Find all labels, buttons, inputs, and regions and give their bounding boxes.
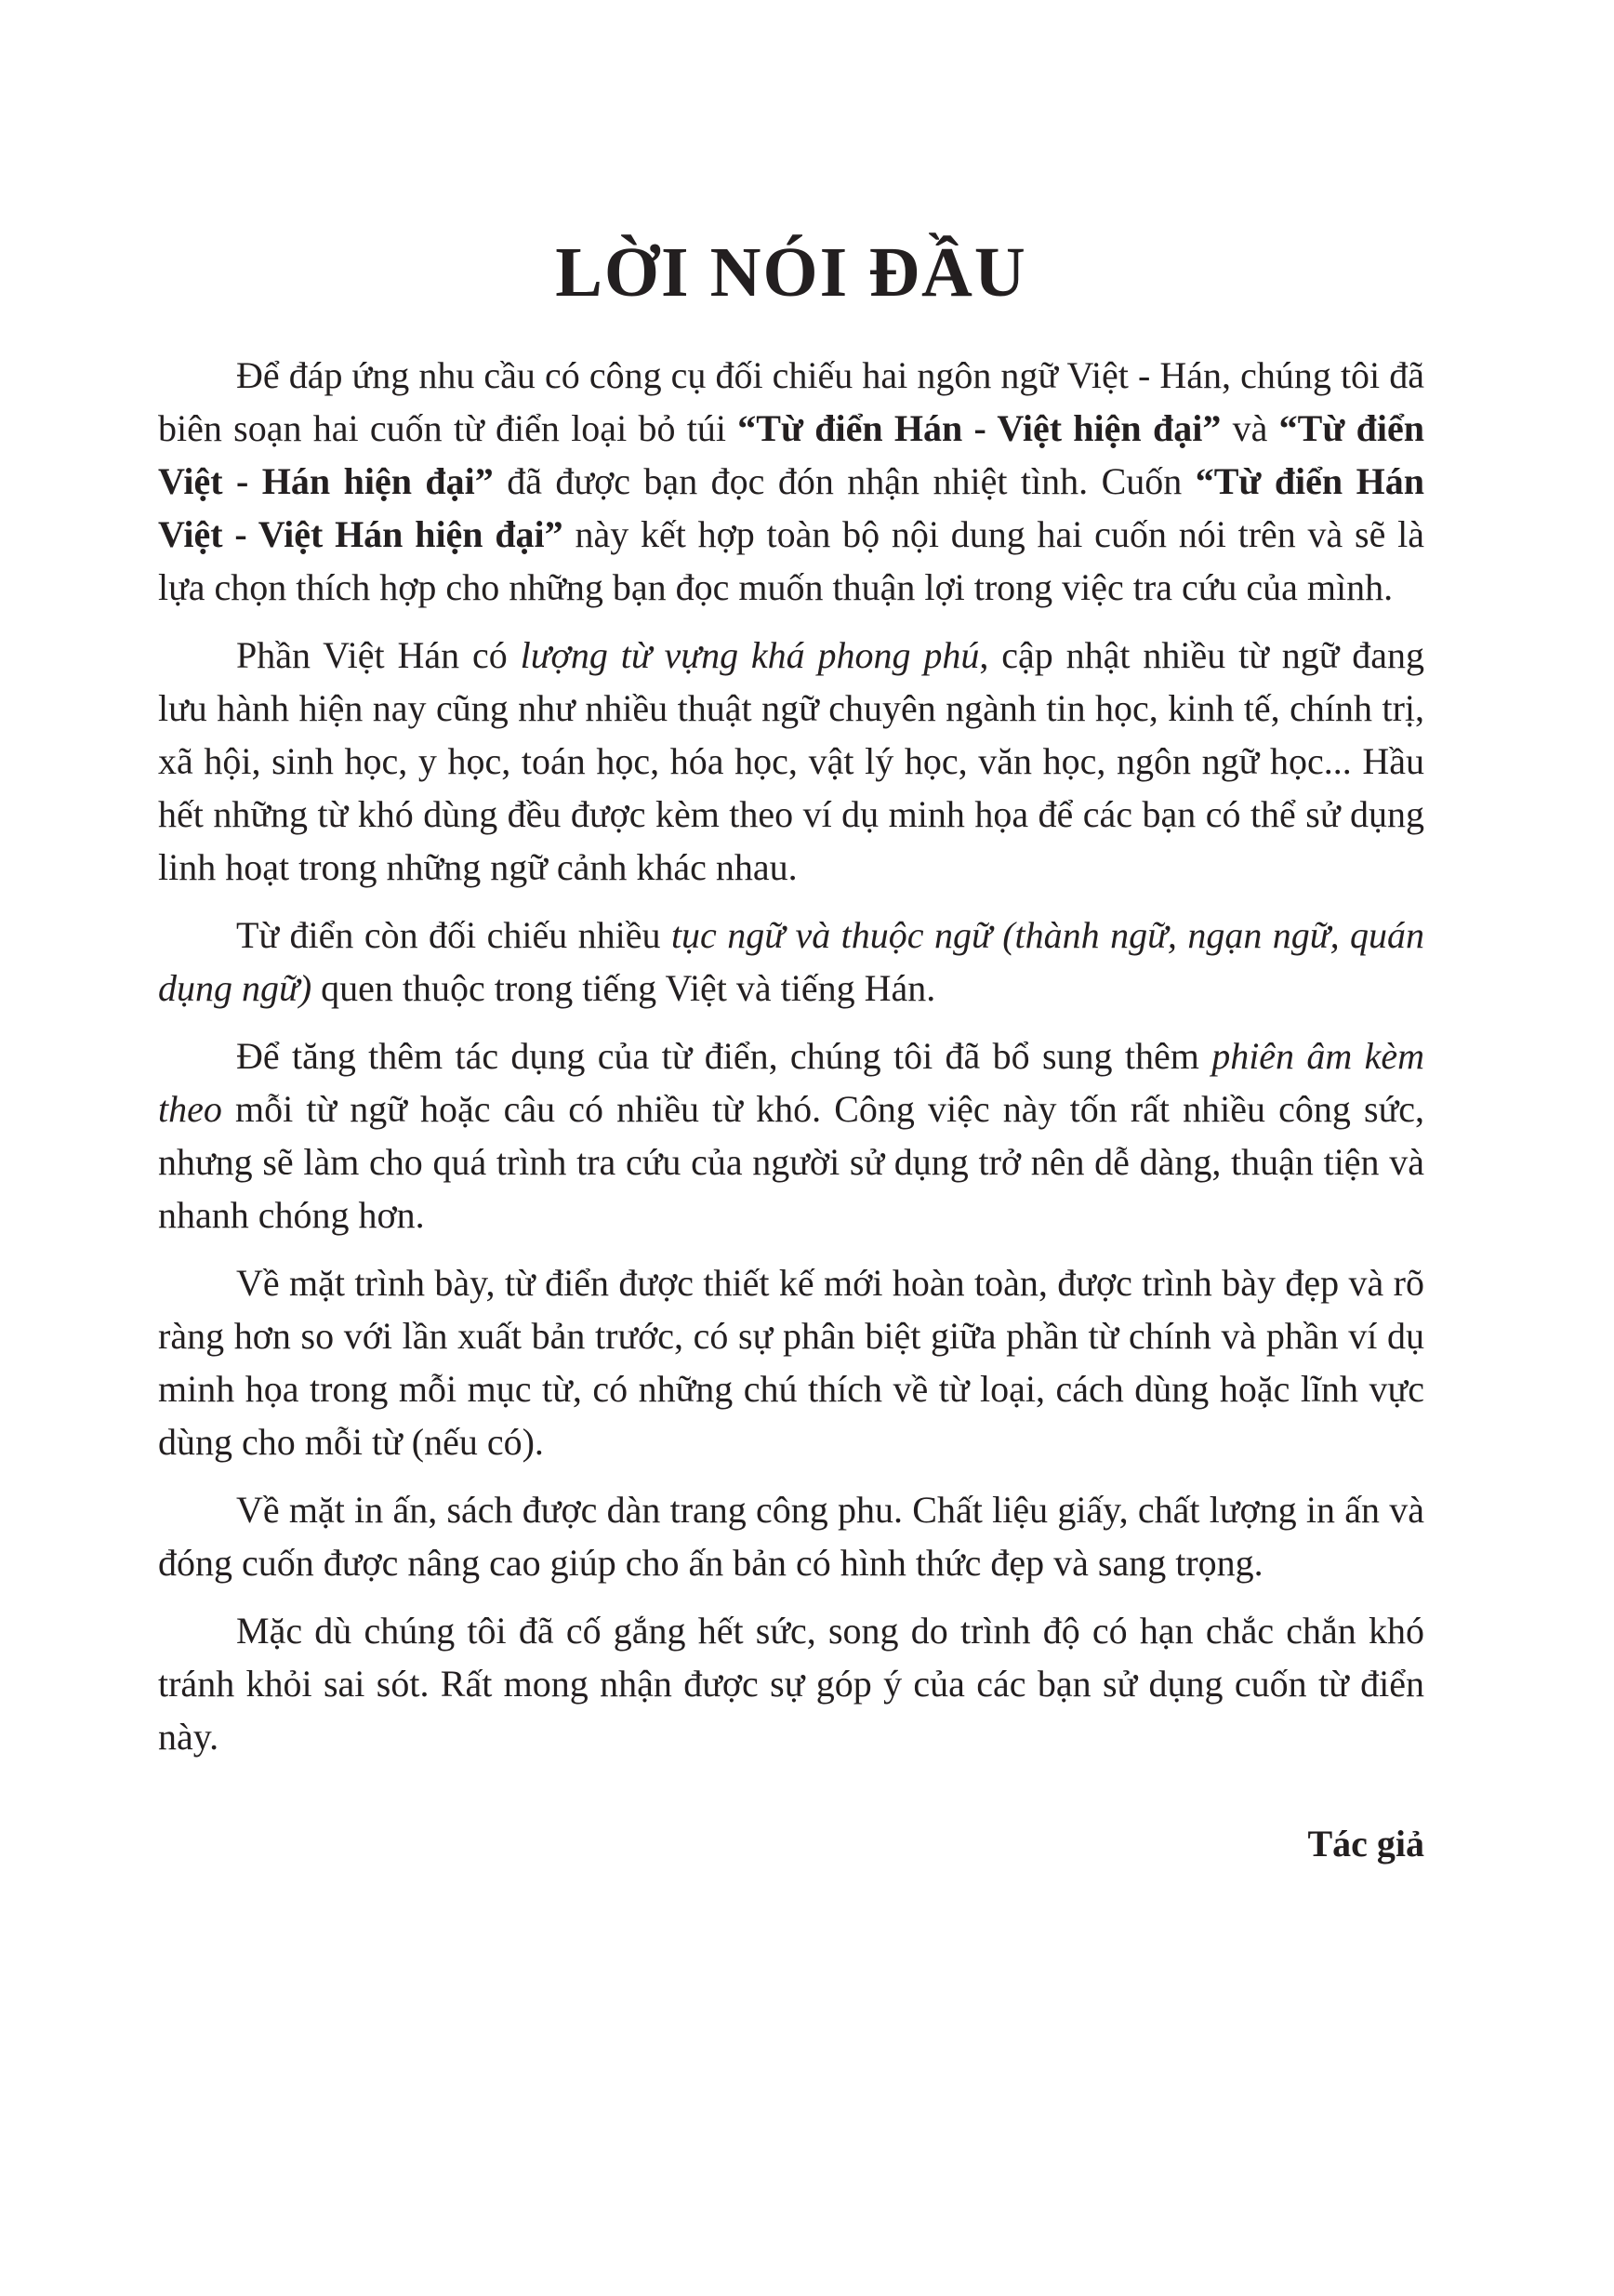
paragraph-1-text-a: Để đáp ứng nhu cầu có công cụ đối chiếu hai ngôn ngữ Việt - Hán, chúng tôi đã biên soạn hai cuốn từ điển loại bỏ túi	[158, 354, 1424, 449]
book-title-han-viet: “Từ điển Hán - Việt hiện đại”	[737, 407, 1222, 449]
paragraph-4-text-a: Để tăng thêm tác dụng của từ điển, chúng tôi đã bổ sung thêm	[236, 1035, 1212, 1077]
paragraph-2	[158, 629, 1424, 894]
paragraph-4-text-b: mỗi từ ngữ hoặc câu có nhiều từ khó. Công việc này tốn rất nhiều công sức, nhưng sẽ làm cho quá trình tra cứu của người sử dụng trở nên dễ dàng, thuận tiện và nhanh chóng hơn.	[158, 1088, 1424, 1236]
preface-page	[158, 233, 1425, 1870]
book-title-viet-han: “Từ điển Việt - Hán hiện đại”	[158, 407, 1425, 502]
paragraph-6: Về mặt in ấn, sách được dàn trang công phu. Chất liệu giấy, chất lượng in ấn và đóng cuốn được nâng cao giúp cho ấn bản có hình thức đẹp và sang trọng.	[158, 1489, 1424, 1584]
paragraph-3-emphasis: tục ngữ và thuộc ngữ (thành ngữ, ngạn ngữ, quán dụng ngữ)	[158, 914, 1425, 1009]
paragraph-3-text-a: Từ điển còn đối chiếu nhiều	[236, 914, 671, 956]
page-title: LỜI NÓI ĐẦU	[555, 233, 1027, 312]
paragraph-2-emphasis: lượng từ vựng khá phong phú	[520, 634, 980, 676]
paragraph-1-text-d: đã được bạn đọc đón nhận nhiệt tình. Cuốn	[493, 460, 1196, 502]
book-title-combined: “Từ điển Hán Việt - Việt Hán hiện đại”	[158, 460, 1424, 555]
paragraph-1-text-e: này kết hợp toàn bộ nội dung hai cuốn nói trên và sẽ là lựa chọn thích hợp cho những bạn đọc muốn thuận lợi trong việc tra cứu của mình.	[158, 513, 1425, 608]
paragraph-4-emphasis: phiên âm kèm theo	[158, 1035, 1424, 1130]
paragraph-2-text-a: Phần Việt Hán có	[236, 634, 521, 676]
paragraph-1	[158, 349, 1424, 614]
paragraph-1-text-c: và	[1221, 407, 1279, 449]
paragraph-7: Mặc dù chúng tôi đã cố gắng hết sức, song do trình độ có hạn chắc chắn khó tránh khỏi sai sót. Rất mong nhận được sự góp ý của các bạn sử dụng cuốn từ điển này.	[158, 1610, 1424, 1758]
paragraph-4	[158, 1029, 1424, 1241]
paragraph-2-text-b: , cập nhật nhiều từ ngữ đang lưu hành hiện nay cũng như nhiều thuật ngữ chuyên ngành tin học, kinh tế, chính trị, xã hội, sinh học, y học, toán học, hóa học, vật lý học, văn học, ngôn ngữ học... Hầu hết những từ khó dùng đều được kèm theo ví dụ minh họa để các bạn có thể sử dụng linh hoạt trong những ngữ cảnh khác nhau.	[158, 634, 1425, 888]
paragraph-3	[158, 909, 1424, 1015]
paragraph-3-text-b: quen thuộc trong tiếng Việt và tiếng Hán.	[311, 967, 936, 1009]
paragraph-5: Về mặt trình bày, từ điển được thiết kế mới hoàn toàn, được trình bày đẹp và rõ ràng hơn so với lần xuất bản trước, có sự phân biệt giữa phần từ chính và phần ví dụ minh họa trong mỗi mục từ, có những chú thích về từ loại, cách dùng hoặc lĩnh vực dùng cho mỗi từ (nếu có).	[158, 1262, 1424, 1463]
author-signature: Tác giả	[1307, 1823, 1424, 1865]
